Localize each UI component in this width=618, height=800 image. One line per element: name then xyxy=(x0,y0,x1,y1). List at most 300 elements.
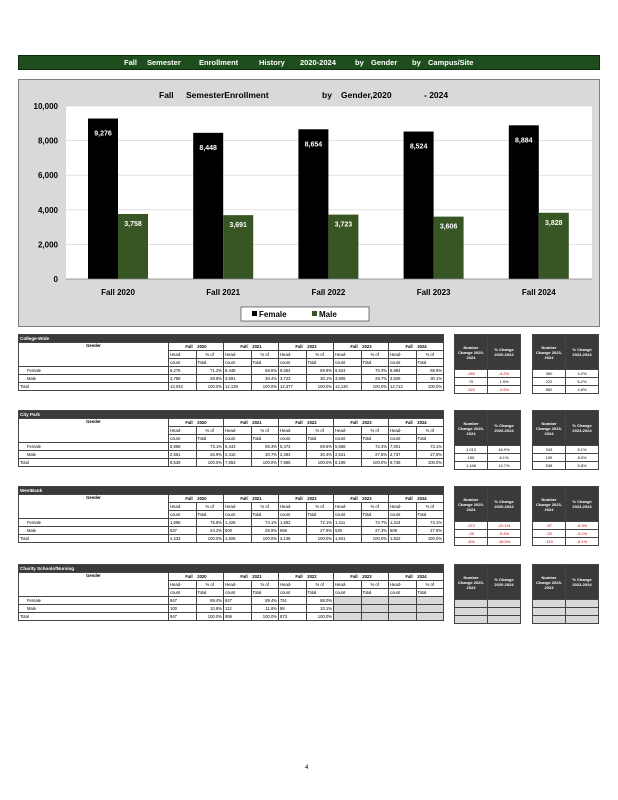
change-cell: -18.0% xyxy=(488,538,521,546)
table-cell: 24.2% xyxy=(196,527,224,535)
change-cell: 6.1% xyxy=(488,454,521,462)
data-label: 3,691 xyxy=(229,222,247,230)
change-table xyxy=(454,486,521,546)
chart-title: Fall xyxy=(159,90,174,100)
change-cell: 6.2% xyxy=(566,378,599,386)
table-cell: 10.1% xyxy=(306,605,334,613)
table-cell: 1,941 xyxy=(334,535,362,543)
table-cell: 9,276 xyxy=(169,367,197,375)
table-cell: 28.8% xyxy=(196,375,224,383)
table-cell: 27.3% xyxy=(361,527,389,535)
table-row xyxy=(19,451,444,459)
table-cell: 8,884 xyxy=(389,367,417,375)
data-label: 3,606 xyxy=(439,223,458,231)
table-cell: 7,866 xyxy=(279,459,307,467)
section-title: College-Wide xyxy=(19,335,444,343)
change-header: % Change 2023-2024 xyxy=(566,487,599,522)
table-cell: 2,551 xyxy=(169,451,197,459)
title-word: Gender xyxy=(371,58,398,67)
table-row xyxy=(19,443,444,451)
table-cell: 69.9% xyxy=(306,367,334,375)
data-label: 8,654 xyxy=(304,141,323,149)
pct-header: Total xyxy=(416,589,444,597)
headcount-header: Head- xyxy=(389,503,417,511)
pct-header: Total xyxy=(306,359,334,367)
year-header: Fall 2024 xyxy=(389,495,444,503)
table-row xyxy=(533,538,599,546)
row-label: Male xyxy=(19,375,169,383)
table-cell: 27.8% xyxy=(416,451,444,459)
table-cell: 25.9% xyxy=(251,527,279,535)
row-label: Female xyxy=(19,443,169,451)
table-cell: 100.0% xyxy=(306,459,334,467)
table-cell: 100.0% xyxy=(251,383,279,391)
change-table xyxy=(532,564,599,624)
change-cell: -22 xyxy=(533,530,566,538)
y-tick-label: 6,000 xyxy=(37,171,58,181)
table-cell: 100 xyxy=(169,605,197,613)
table-cell: 73.1% xyxy=(416,519,444,527)
table-cell: 88.0% xyxy=(306,597,334,605)
table-cell: 100.0% xyxy=(306,383,334,391)
table-cell xyxy=(361,605,389,613)
change-cell: -6.1% xyxy=(566,538,599,546)
year-header: Fall 2022 xyxy=(279,495,334,503)
y-tick-label: 4,000 xyxy=(37,205,58,215)
table-cell: 73.1% xyxy=(196,443,224,451)
table-row xyxy=(19,535,444,543)
gender-header: Gender xyxy=(19,495,169,519)
change-cell: -119 xyxy=(533,538,566,546)
table-cell: 27.9% xyxy=(306,527,334,535)
table-cell: 3,758 xyxy=(169,375,197,383)
pct-header: Total xyxy=(416,435,444,443)
table-cell: 947 xyxy=(169,613,197,621)
headcount-header: count xyxy=(169,511,197,519)
table-cell xyxy=(361,597,389,605)
change-cell xyxy=(488,608,521,616)
pct-header: % of xyxy=(361,427,389,435)
chart-svg xyxy=(19,80,599,326)
change-cell xyxy=(566,616,599,624)
headcount-header: Head- xyxy=(224,427,252,435)
pct-header: % of xyxy=(361,351,389,359)
year-header: Fall 2021 xyxy=(224,573,279,581)
enrollment-table xyxy=(18,334,444,391)
pct-header: Total xyxy=(196,511,224,519)
headcount-header: Head- xyxy=(334,581,362,589)
pct-header: % of xyxy=(196,581,224,589)
pct-header: % of xyxy=(306,427,334,435)
headcount-header: count xyxy=(334,359,362,367)
change-header: Number Change 2020-2024 xyxy=(455,565,488,600)
pct-header: Total xyxy=(361,435,389,443)
data-label: 8,524 xyxy=(409,143,428,151)
change-header: % Change 2020-2024 xyxy=(488,411,521,446)
change-header: % Change 2023-2024 xyxy=(566,335,599,370)
change-table xyxy=(454,410,521,470)
change-header: Number Change 2020-2024 xyxy=(455,487,488,522)
headcount-header: Head- xyxy=(169,503,197,511)
change-header: Number Change 2023-2024 xyxy=(533,565,566,600)
page-title-bar xyxy=(18,55,600,70)
change-cell xyxy=(533,600,566,608)
change-header: % Change 2020-2024 xyxy=(488,335,521,370)
table-row xyxy=(19,367,444,375)
pct-header: Total xyxy=(306,511,334,519)
table-cell: 13,034 xyxy=(169,383,197,391)
table-cell: 12,712 xyxy=(389,383,417,391)
table-cell: 27.9% xyxy=(416,527,444,535)
table-cell: 959 xyxy=(224,613,252,621)
headcount-header: count xyxy=(224,435,252,443)
headcount-header: count xyxy=(224,359,252,367)
headcount-header: Head- xyxy=(334,351,362,359)
row-label: Female xyxy=(19,367,169,375)
table-cell: 69.6% xyxy=(306,443,334,451)
year-header: Fall 2023 xyxy=(334,573,389,581)
table-cell xyxy=(389,613,417,621)
headcount-header: count xyxy=(279,589,307,597)
table-row xyxy=(19,605,444,613)
table-row xyxy=(19,375,444,383)
table-row xyxy=(19,459,444,467)
title-word: by xyxy=(355,58,364,67)
table-cell: 12,377 xyxy=(279,383,307,391)
headcount-header: Head- xyxy=(279,351,307,359)
table-row xyxy=(19,597,444,605)
pct-header: % of xyxy=(196,351,224,359)
table-row xyxy=(455,538,521,546)
table-cell: 88 xyxy=(279,605,307,613)
table-row xyxy=(533,608,599,616)
table-cell: 1,696 xyxy=(169,519,197,527)
table-cell: 69.6% xyxy=(251,367,279,375)
table-cell: 8,524 xyxy=(334,367,362,375)
row-label: Female xyxy=(19,519,169,527)
table-cell: 69.9% xyxy=(416,367,444,375)
table-row xyxy=(533,530,599,538)
table-cell: 751 xyxy=(279,597,307,605)
pct-header: % of xyxy=(416,351,444,359)
section-title: WestBank xyxy=(19,487,444,495)
x-tick-label: Fall 2020 xyxy=(101,288,135,297)
headcount-header: count xyxy=(224,511,252,519)
row-label: Total xyxy=(19,383,169,391)
year-header: Fall 2024 xyxy=(389,573,444,581)
year-header: Fall 2024 xyxy=(389,419,444,427)
change-table xyxy=(532,334,599,394)
pct-header: % of xyxy=(306,503,334,511)
table-row xyxy=(533,454,599,462)
table-cell: 530 xyxy=(334,527,362,535)
table-cell: 3,828 xyxy=(389,375,417,383)
table-cell: 100.0% xyxy=(416,459,444,467)
table-row xyxy=(533,370,599,378)
headcount-header: count xyxy=(279,435,307,443)
table-cell: 71.2% xyxy=(196,367,224,375)
headcount-header: Head- xyxy=(169,351,197,359)
pct-header: % of xyxy=(251,427,279,435)
title-word: Campus/Site xyxy=(428,58,474,67)
pct-header: Total xyxy=(416,359,444,367)
change-cell: 360 xyxy=(533,370,566,378)
table-cell: 7,853 xyxy=(224,459,252,467)
pct-header: % of xyxy=(361,581,389,589)
year-header: Fall 2022 xyxy=(279,343,334,351)
table-cell: 10.6% xyxy=(196,605,224,613)
table-cell: 8,654 xyxy=(279,367,307,375)
pct-header: Total xyxy=(416,511,444,519)
table-cell: 12,139 xyxy=(224,383,252,391)
table-cell: 873 xyxy=(279,613,307,621)
row-label: Total xyxy=(19,459,169,467)
year-header: Fall 2020 xyxy=(169,419,224,427)
table-row xyxy=(455,378,521,386)
data-label: 3,828 xyxy=(545,219,563,227)
headcount-header: Head- xyxy=(224,581,252,589)
legend-label: Female xyxy=(259,310,287,319)
pct-header: Total xyxy=(361,511,389,519)
table-row xyxy=(19,527,444,535)
table-cell: 3,691 xyxy=(224,375,252,383)
data-label: 8,448 xyxy=(199,144,217,152)
headcount-header: Head- xyxy=(224,351,252,359)
pct-header: Total xyxy=(361,589,389,597)
change-cell: 538 xyxy=(533,462,566,470)
gender-header: Gender xyxy=(19,343,169,367)
pct-header: % of xyxy=(416,503,444,511)
change-header: % Change 2020-2024 xyxy=(488,487,521,522)
table-row xyxy=(19,613,444,621)
y-tick-label: 2,000 xyxy=(37,240,58,250)
table-cell: 30.1% xyxy=(306,375,334,383)
row-label: Female xyxy=(19,597,169,605)
change-cell: -97 xyxy=(533,522,566,530)
chart-title: - 2024 xyxy=(424,90,449,100)
table-row xyxy=(455,446,521,454)
change-cell: -22.1% xyxy=(488,522,521,530)
change-cell: -5.4% xyxy=(488,530,521,538)
data-label: 3,723 xyxy=(334,221,353,229)
x-tick-label: Fall 2024 xyxy=(521,288,556,297)
table-cell: 100.0% xyxy=(306,535,334,543)
table-cell: 3,723 xyxy=(279,375,307,383)
table-cell: 100.0% xyxy=(361,535,389,543)
headcount-header: Head- xyxy=(389,427,417,435)
row-label: Male xyxy=(19,451,169,459)
row-label: Male xyxy=(19,605,169,613)
table-cell: 72.4% xyxy=(361,443,389,451)
data-label: 9,276 xyxy=(94,130,112,138)
table-cell xyxy=(389,605,417,613)
change-cell: 8.5% xyxy=(566,454,599,462)
change-cell xyxy=(455,616,488,624)
headcount-header: count xyxy=(334,511,362,519)
change-cell: 4.2% xyxy=(566,370,599,378)
change-cell: -4.2% xyxy=(488,370,521,378)
headcount-header: Head- xyxy=(389,581,417,589)
chart-title: by xyxy=(322,90,332,100)
table-cell xyxy=(334,597,362,605)
headcount-header: count xyxy=(334,435,362,443)
table-cell: 537 xyxy=(169,527,197,535)
headcount-header: count xyxy=(334,589,362,597)
table-cell: 5,988 xyxy=(169,443,197,451)
table-cell: 8,539 xyxy=(169,459,197,467)
table-cell: 1,411 xyxy=(334,519,362,527)
data-label: 8,884 xyxy=(515,137,533,145)
change-table xyxy=(532,486,599,546)
table-cell: 30.1% xyxy=(416,375,444,383)
change-cell xyxy=(533,608,566,616)
pct-header: Total xyxy=(361,359,389,367)
change-cell xyxy=(488,600,521,608)
headcount-header: Head- xyxy=(389,351,417,359)
table-row xyxy=(455,522,521,530)
table-row xyxy=(533,446,599,454)
change-header: % Change 2023-2024 xyxy=(566,565,599,600)
headcount-header: count xyxy=(279,511,307,519)
table-row xyxy=(533,386,599,394)
table-cell: 30.7% xyxy=(251,451,279,459)
table-row xyxy=(19,519,444,527)
table-cell: 72.1% xyxy=(306,519,334,527)
headcount-header: count xyxy=(389,511,417,519)
table-cell: 5,443 xyxy=(224,443,252,451)
bar-female xyxy=(193,133,223,279)
headcount-header: Head- xyxy=(279,427,307,435)
table-cell: 1,426 xyxy=(224,519,252,527)
table-cell: 26.9% xyxy=(196,451,224,459)
table-cell: 100.0% xyxy=(361,459,389,467)
change-cell: -6.9% xyxy=(566,522,599,530)
table-cell: 2,233 xyxy=(169,535,197,543)
change-header: Number Change 2023-2024 xyxy=(533,411,566,446)
change-cell xyxy=(566,608,599,616)
change-cell: 5.1% xyxy=(566,446,599,454)
table-cell: 100.0% xyxy=(416,535,444,543)
pct-header: % of xyxy=(361,503,389,511)
chart-title: SemesterEnrollment xyxy=(186,90,269,100)
change-header: Number Change 2023-2024 xyxy=(533,335,566,370)
year-header: Fall 2021 xyxy=(224,495,279,503)
table-cell: 500 xyxy=(224,527,252,535)
pct-header: Total xyxy=(251,511,279,519)
headcount-header: Head- xyxy=(279,503,307,511)
change-cell: 4.8% xyxy=(566,386,599,394)
headcount-header: Head- xyxy=(224,503,252,511)
pct-header: Total xyxy=(306,589,334,597)
year-header: Fall 2020 xyxy=(169,343,224,351)
change-cell: 222 xyxy=(533,378,566,386)
pct-header: % of xyxy=(196,503,224,511)
table-cell: 556 xyxy=(279,527,307,535)
page-number: 4 xyxy=(305,765,309,771)
enrollment-table xyxy=(18,410,444,467)
pct-header: Total xyxy=(251,435,279,443)
change-table xyxy=(532,410,599,470)
table-cell: 11.6% xyxy=(251,605,279,613)
table-cell: 7,001 xyxy=(389,443,417,451)
table-row xyxy=(455,454,521,462)
table-row xyxy=(533,522,599,530)
headcount-header: count xyxy=(279,359,307,367)
headcount-header: count xyxy=(224,589,252,597)
table-cell: 5,473 xyxy=(279,443,307,451)
change-header: % Change 2020-2024 xyxy=(488,565,521,600)
table-cell: 2,393 xyxy=(279,451,307,459)
table-cell: 100.0% xyxy=(196,459,224,467)
year-header: Fall 2020 xyxy=(169,573,224,581)
table-row xyxy=(455,616,521,624)
table-row xyxy=(533,378,599,386)
table-cell: 30.4% xyxy=(251,375,279,383)
pct-header: % of xyxy=(196,427,224,435)
change-header: Number Change 2023-2024 xyxy=(533,487,566,522)
table-row xyxy=(533,600,599,608)
change-header: % Change 2023-2024 xyxy=(566,411,599,446)
x-tick-label: Fall 2023 xyxy=(416,288,451,297)
year-header: Fall 2020 xyxy=(169,495,224,503)
row-label: Male xyxy=(19,527,169,535)
title-word: by xyxy=(412,58,421,67)
change-cell: 195 xyxy=(533,454,566,462)
year-header: Fall 2023 xyxy=(334,343,389,351)
table-row xyxy=(455,386,521,394)
pct-header: Total xyxy=(251,359,279,367)
title-word: Fall xyxy=(124,58,137,67)
pct-header: % of xyxy=(251,351,279,359)
table-row xyxy=(455,608,521,616)
data-label: 3,758 xyxy=(124,220,142,228)
table-cell: 100.0% xyxy=(196,535,224,543)
change-cell: 70 xyxy=(455,378,488,386)
table-row xyxy=(19,383,444,391)
legend-swatch xyxy=(312,311,317,316)
pct-header: % of xyxy=(306,581,334,589)
bar-female xyxy=(404,132,434,279)
year-header: Fall 2022 xyxy=(279,573,334,581)
table-cell: 30.4% xyxy=(306,451,334,459)
row-label: Total xyxy=(19,613,169,621)
change-header: Number Change 2020-2024 xyxy=(455,335,488,370)
change-cell: -372 xyxy=(455,522,488,530)
change-cell: 1.9% xyxy=(488,378,521,386)
year-header: Fall 2021 xyxy=(224,419,279,427)
table-cell: 9,738 xyxy=(389,459,417,467)
y-tick-label: 8,000 xyxy=(37,136,58,146)
table-cell: 5,658 xyxy=(334,443,362,451)
table-cell: 74.1% xyxy=(251,519,279,527)
table-row xyxy=(533,462,599,470)
change-cell: -2.5% xyxy=(488,386,521,394)
chart-title: Gender,2020 xyxy=(341,90,392,100)
headcount-header: count xyxy=(389,435,417,443)
change-header: Number Change 2020-2024 xyxy=(455,411,488,446)
year-header: Fall 2023 xyxy=(334,419,389,427)
table-cell: 72.7% xyxy=(361,519,389,527)
headcount-header: Head- xyxy=(169,581,197,589)
table-cell: 1,822 xyxy=(389,535,417,543)
pct-header: % of xyxy=(251,581,279,589)
table-cell: 100.0% xyxy=(196,613,224,621)
table-cell: 8,199 xyxy=(334,459,362,467)
table-cell: 508 xyxy=(389,527,417,535)
pct-header: % of xyxy=(416,581,444,589)
change-cell xyxy=(455,608,488,616)
section-title: Charity SchoolofNursing xyxy=(19,565,444,573)
